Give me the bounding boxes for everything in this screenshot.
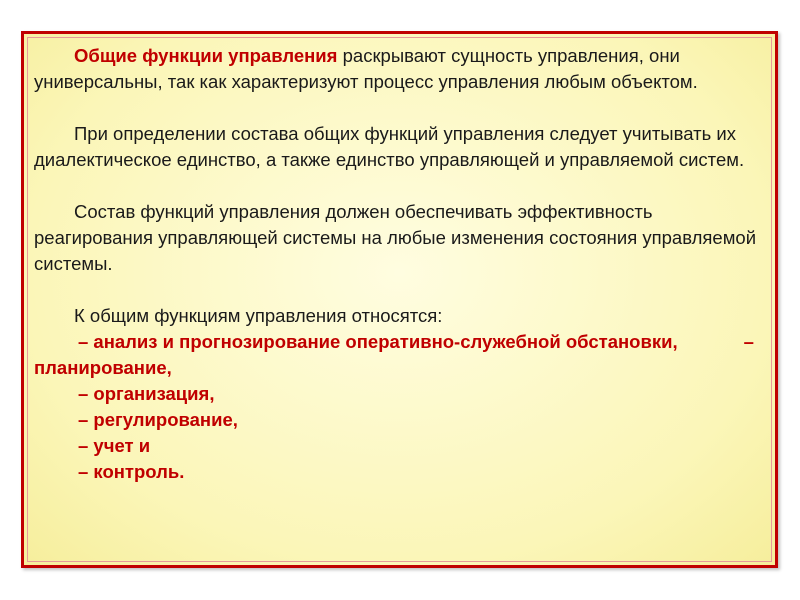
- function-item-control: – контроль.: [78, 461, 185, 482]
- function-item-analysis: [34, 329, 774, 381]
- paragraph-text: раскрывают сущность управления, они универсальны, так как характеризуют процесс управления любым объектом.: [34, 45, 698, 92]
- highlight-term: Общие функции управления: [74, 45, 338, 66]
- function-item-accounting: – учет и: [78, 435, 151, 456]
- paragraph-list-intro: К общим функциям управления относятся:: [74, 305, 443, 326]
- slide-text: [34, 43, 774, 485]
- function-item-planning: – планирование,: [34, 331, 754, 378]
- paragraph-effectiveness: Состав функций управления должен обеспечивать эффективность реагирования управляющей системы на любые изменения состояния управляемой системы.: [34, 201, 757, 274]
- function-item-organization: – организация,: [78, 383, 215, 404]
- paragraph-composition: При определении состава общих функций управления следует учитывать их диалектическое единство, а также единство управляющей и управляемой систем.: [34, 123, 745, 170]
- function-item-regulation: – регулирование,: [78, 409, 238, 430]
- function-item-analysis-text: – анализ и прогнозирование оперативно-служебной обстановки,: [78, 331, 678, 352]
- paragraph-general-functions: [34, 43, 774, 95]
